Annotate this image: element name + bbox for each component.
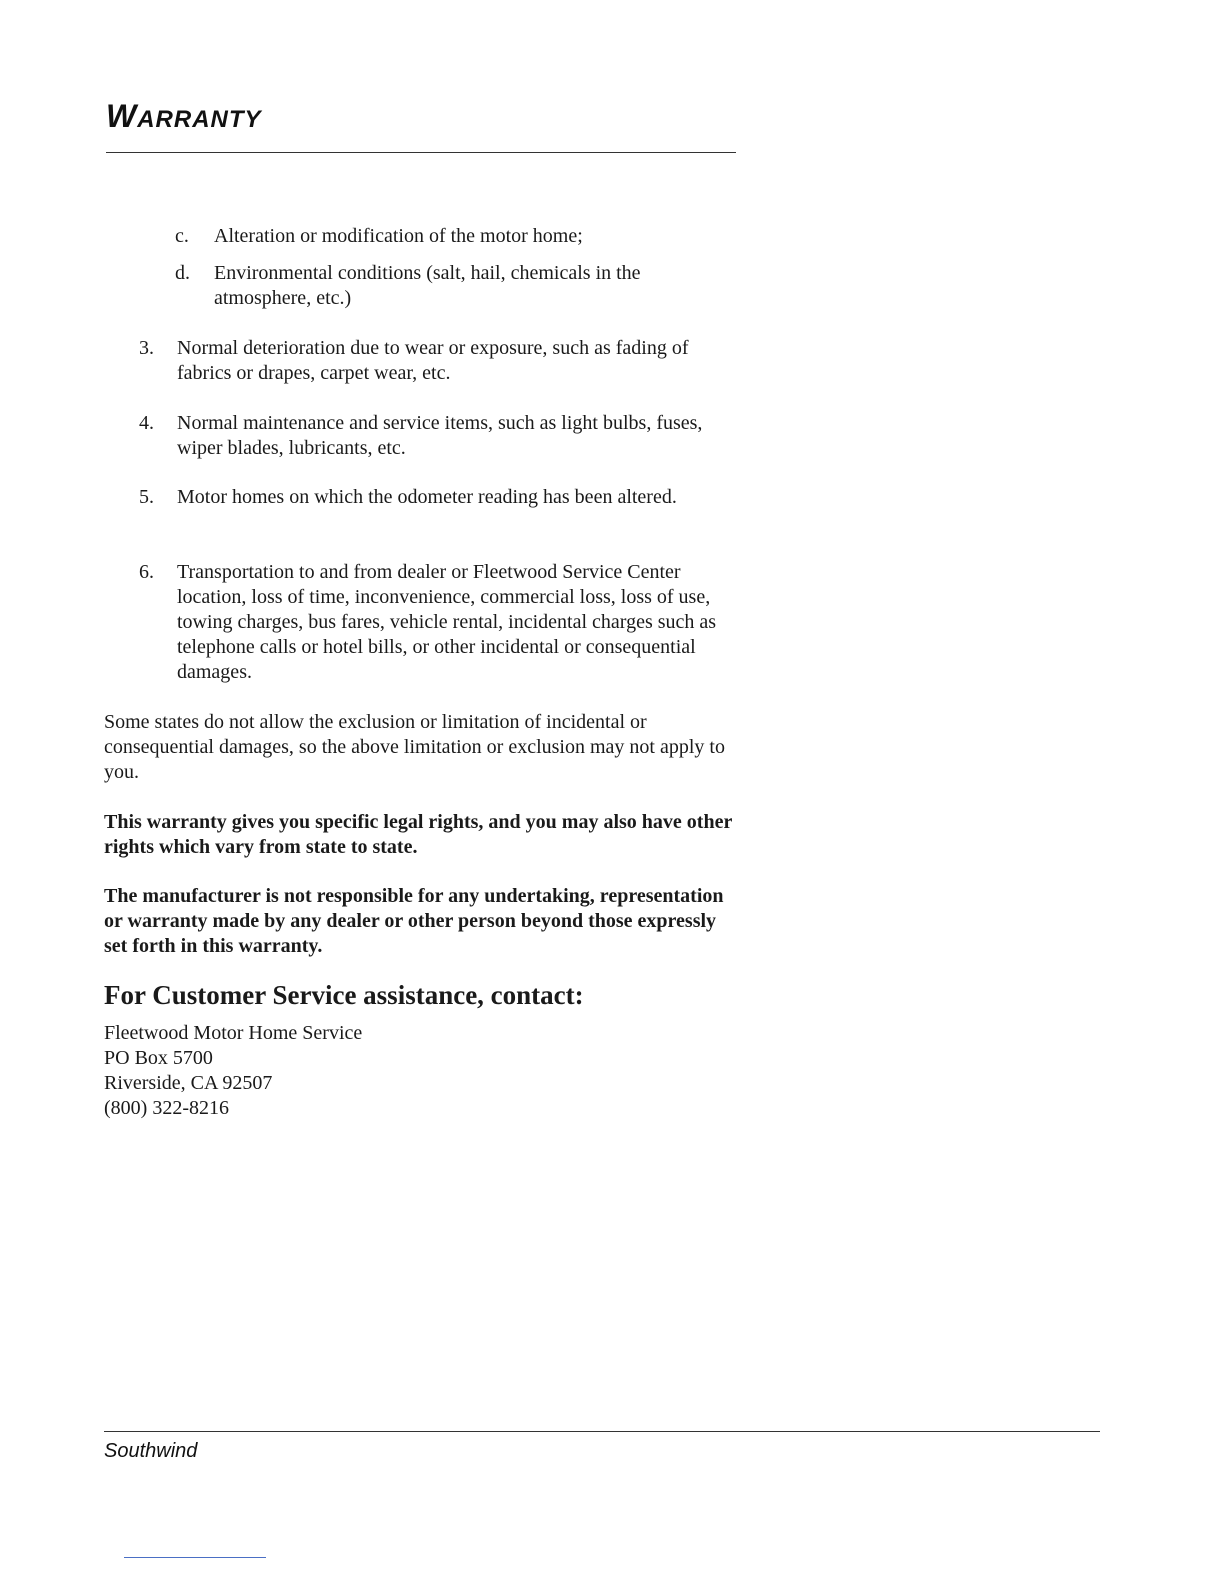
list-item-text: Normal deterioration due to wear or exposure, such as fading of fabrics or drapes, carpet wear, etc. — [177, 337, 689, 384]
contact-address — [104, 1021, 362, 1121]
list-item-label: d. — [175, 262, 190, 284]
footer-divider — [104, 1431, 1100, 1432]
list-item-text: Normal maintenance and service items, such as light bulbs, fuses, wiper blades, lubricants, etc. — [177, 412, 703, 459]
list-item-label: 4. — [139, 412, 154, 434]
list-item-text: Environmental conditions (salt, hail, chemicals in the atmosphere, etc.) — [214, 262, 641, 309]
contact-phone: (800) 322-8216 — [104, 1097, 229, 1119]
contact-heading: For Customer Service assistance, contact: — [104, 980, 584, 1010]
states-exclusion-paragraph: Some states do not allow the exclusion or limitation of incidental or consequential damages, so the above limitation or exclusion may not apply to you. — [104, 711, 725, 783]
scan-artifact-line — [124, 1557, 266, 1558]
list-item-label: 3. — [139, 337, 154, 359]
list-item-label: 5. — [139, 486, 154, 508]
manufacturer-paragraph: The manufacturer is not responsible for any undertaking, representation or warranty made by any dealer or other person beyond those expressly set forth in this warranty. — [104, 885, 724, 957]
list-item-text: Transportation to and from dealer or Fleetwood Service Center location, loss of time, inconvenience, commercial loss, loss of use, towing charges, bus fares, vehicle rental, incidental charges such as telephone calls or hotel bills, or other incidental or consequential damages. — [177, 561, 717, 683]
contact-po-box: PO Box 5700 — [104, 1047, 213, 1069]
list-item-text: Alteration or modification of the motor home; — [214, 225, 583, 247]
list-item-text: Motor homes on which the odometer reading has been altered. — [177, 486, 677, 508]
list-item-label: c. — [175, 225, 189, 247]
page-header-title: WARRANTY — [106, 98, 262, 134]
legal-rights-paragraph: This warranty gives you specific legal rights, and you may also have other rights which vary from state to state. — [104, 811, 732, 858]
contact-city: Riverside, CA 92507 — [104, 1072, 273, 1094]
header-divider — [106, 152, 736, 153]
list-item-label: 6. — [139, 561, 154, 583]
contact-name: Fleetwood Motor Home Service — [104, 1022, 363, 1044]
footer-brand: Southwind — [104, 1440, 198, 1462]
